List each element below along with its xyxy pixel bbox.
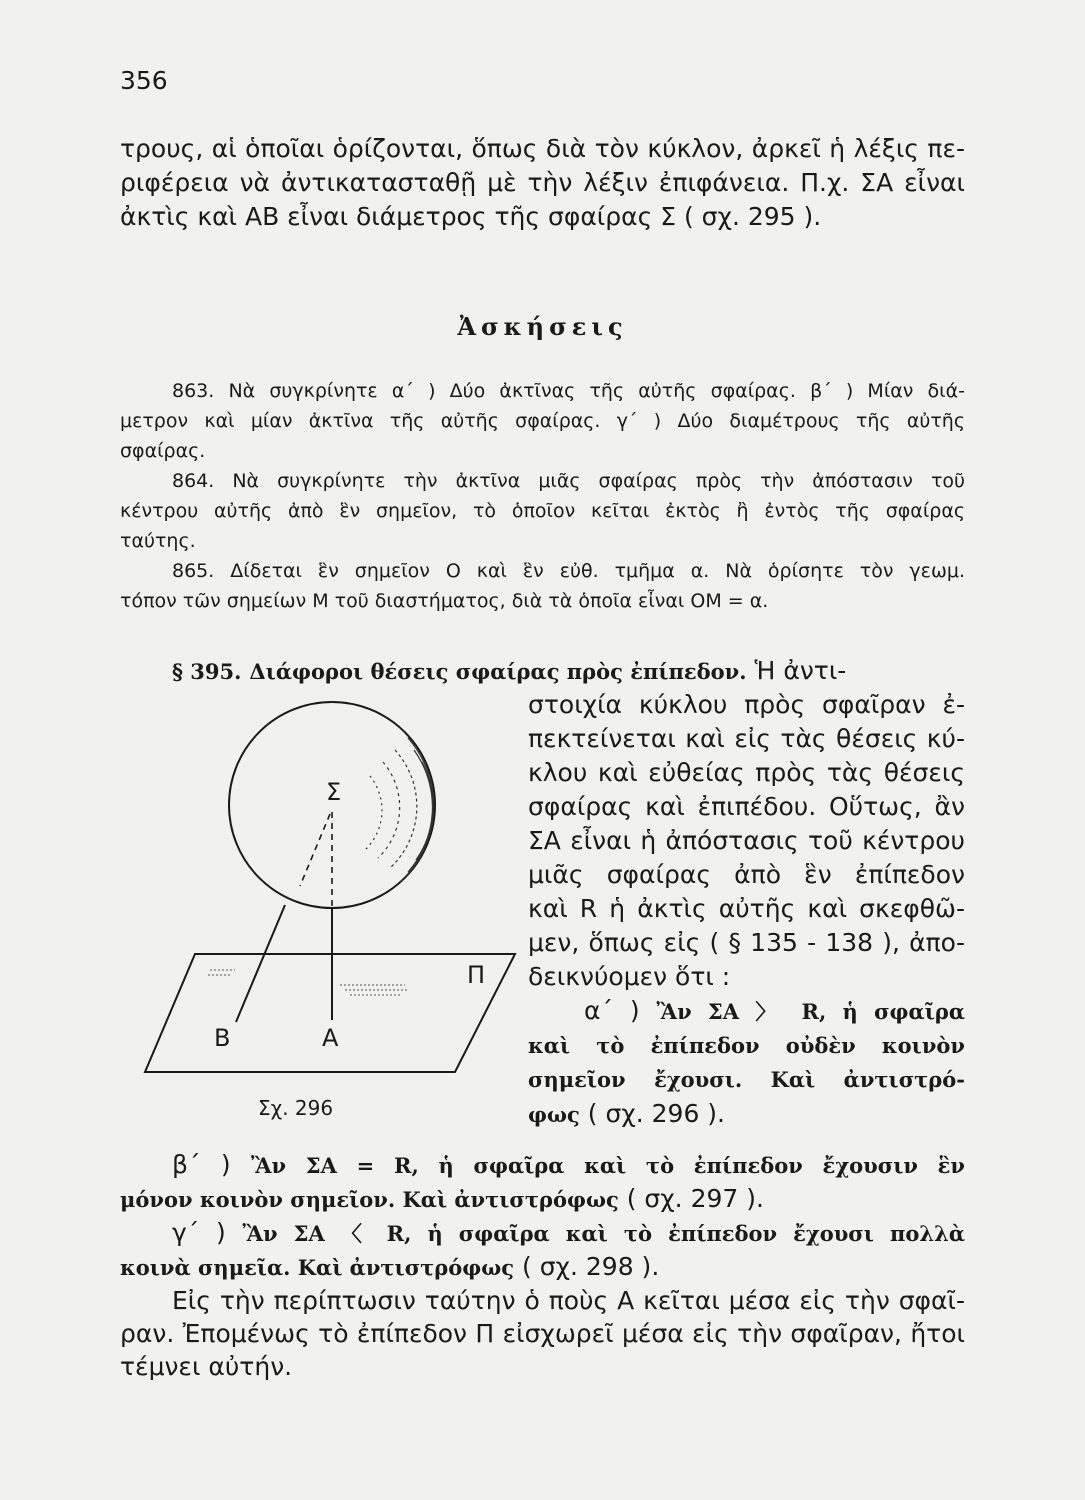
case-a-text: Ἂν ΣΑ 〉 R, ἡ σφαῖρα [656,999,965,1024]
case-b-label: β΄ ) [172,1150,231,1179]
case-c-label: γ΄ ) [172,1218,226,1247]
case-c-text: Ἂν ΣΑ 〈 R, ἡ σφαῖρα καὶ τὸ ἐπίπεδον ἔχουσι πολλὰ [242,1221,965,1246]
label-a: Α [322,1024,339,1052]
label-plane: Π [467,961,486,989]
case-b-ref: ( σχ. 297 ). [626,1184,764,1213]
exercise-865 [120,556,965,616]
exercise-line: σφαίρας. [120,440,206,462]
exercise-864 [120,466,965,556]
section-heading [172,654,967,689]
intro-line: τρους, αἱ ὁποῖαι ὁρίζονται, ὅπως διὰ τὸν κύκλον, ἀρκεῖ ἡ λέξις πε- [120,134,965,163]
plane-shading [208,970,408,995]
case-a-line [528,994,965,1029]
column-line: κλου καὶ εὐθείας πρὸς τὰς θέσεις [528,758,965,787]
exercise-line: τόπον τῶν σημείων Μ τοῦ διαστήματος, διὰ τὰ ὁποῖα εἶναι ΟΜ = α. [120,590,769,612]
intro-paragraph [120,132,965,234]
case-c-line [120,1216,965,1250]
figure-296 [140,690,520,1130]
exercise-line: 865. Δίδεται ἓν σημεῖον Ο καὶ ἓν εὐθ. τμῆμα α. Νὰ ὁρίσητε τὸν γεωμ. [172,560,965,582]
exercise-line: 863. Νὰ συγκρίνητε α΄ ) Δύο ἀκτῖνας τῆς αὐτῆς σφαίρας. β΄ ) Μίαν διά- [172,380,965,402]
section-first-words: Ἡ ἀντι- [754,656,847,685]
segment-sb [236,905,285,1022]
column-line: μιᾶς σφαίρας ἀπὸ ἓν ἐπίπεδον [528,860,965,889]
closing-line: τέμνει αὐτήν. [120,1352,293,1381]
column-line: πεκτείνεται καὶ εἰς τὰς θέσεις κύ- [528,724,965,753]
closing-line: Εἰς τὴν περίπτωσιν ταύτην ὁ ποὺς Α κεῖται μέσα εἰς τὴν σφαῖ- [172,1286,965,1315]
closing-line: ραν. Ἐπομένως τὸ ἐπίπεδον Π εἰσχωρεῖ μέσα εἰς τὴν σφαῖραν, ἤτοι [120,1319,965,1348]
column-line: καὶ R ἡ ἀκτὶς αὐτῆς καὶ σκεφθῶ- [528,894,965,923]
case-c-line [120,1250,965,1284]
case-a-line: σημεῖον ἔχουσι. Καὶ ἀντιστρό- [528,1067,965,1092]
case-a-label: α΄ ) [584,996,640,1025]
column-line: μεν, ὅπως εἰς ( § 135 - 138 ), ἀπο- [528,928,965,957]
intro-line: ριφέρεια νὰ ἀντικατασταθῇ μὲ τὴν λέξιν ἐπιφάνεια. Π.χ. ΣΑ εἶναι [120,168,965,197]
label-b: Β [214,1024,231,1052]
exercise-line: μετρον καὶ μίαν ἀκτῖνα τῆς αὐτῆς σφαίρας. γ΄ ) Δύο διαμέτρους τῆς αὐτῆς [120,410,965,432]
column-line: ΣΑ εἶναι ἡ ἀπόστασις τοῦ κέντρου [528,826,965,855]
section-column [528,688,965,1132]
exercise-863 [120,376,965,466]
case-c-text: κοινὰ σημεῖα. Καὶ ἀντιστρόφως [120,1255,515,1280]
exercise-line: 864. Νὰ συγκρίνητε τὴν ἀκτῖνα μιᾶς σφαίρας πρὸς τὴν ἀπόστασιν τοῦ [172,470,965,492]
label-center: Σ [326,778,342,806]
case-b-text: μόνον κοινὸν σημεῖον. Καὶ ἀντιστρόφως [120,1187,619,1212]
page-number: 356 [120,66,168,95]
section-title: Διάφοροι θέσεις σφαίρας πρὸς ἐπίπεδον. [249,659,747,684]
column-line: στοιχία κύκλου πρὸς σφαῖραν ἐ- [528,690,965,719]
exercises-title: Ἀσκήσεις [457,312,628,341]
case-b-text: Ἂν ΣΑ = R, ἡ σφαῖρα καὶ τὸ ἐπίπεδον ἔχουσιν ἓν [250,1153,965,1178]
case-a-text: φως [528,1102,580,1127]
section-continuation [120,1148,965,1383]
intro-line: ἀκτὶς καὶ ΑΒ εἶναι διάμετρος τῆς σφαίρας Σ ( σχ. 295 ). [120,202,822,231]
figure-caption: Σχ. 296 [258,1096,334,1120]
case-c-ref: ( σχ. 298 ). [522,1252,660,1281]
case-a-ref: ( σχ. 296 ). [587,1099,725,1128]
exercise-line: ταύτης. [120,530,196,552]
plane-shape [145,954,515,1072]
case-a-line [528,1097,965,1132]
case-a-line: καὶ τὸ ἐπίπεδον οὐδὲν κοινὸν [528,1033,965,1058]
column-line: δεικνύομεν ὅτι : [528,962,731,991]
case-b-line [120,1182,965,1216]
column-line: σφαίρας καὶ ἐπιπέδου. Οὕτως, ἂν [528,792,965,821]
section-number: § 395. [172,659,242,684]
exercise-line: κέντρου αὐτῆς ἀπὸ ἓν σημεῖον, τὸ ὁποῖον κεῖται ἐκτὸς ἢ ἐντὸς τῆς σφαίρας [120,500,965,522]
case-b-line [120,1148,965,1182]
